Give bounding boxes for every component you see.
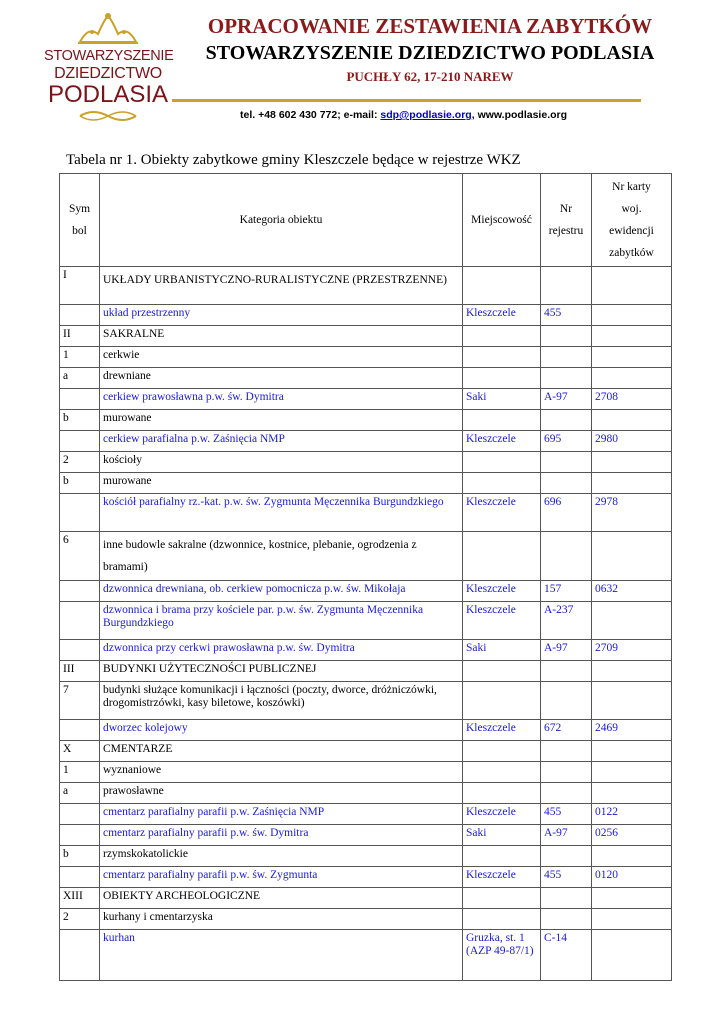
row-register-number: 455 (541, 867, 592, 888)
row-symbol: 1 (60, 347, 100, 368)
row-place: Saki (463, 389, 541, 410)
table-row (60, 389, 672, 410)
row-card-number: 0122 (592, 804, 672, 825)
row-place (463, 347, 541, 368)
row-category: rzymskokatolickie (100, 846, 463, 867)
row-card-number (592, 452, 672, 473)
table-row (60, 888, 672, 909)
row-symbol: b (60, 473, 100, 494)
row-symbol (60, 602, 100, 640)
row-register-number (541, 783, 592, 804)
row-card-number (592, 305, 672, 326)
row-card-number (592, 846, 672, 867)
row-card-number (592, 267, 672, 305)
row-register-number (541, 532, 592, 581)
row-place (463, 783, 541, 804)
header-address: PUCHŁY 62, 17-210 NAREW (346, 69, 514, 84)
row-register-number (541, 888, 592, 909)
logo-line-2: DZIEDZICTWO (54, 65, 162, 82)
row-card-number (592, 909, 672, 930)
table-row (60, 640, 672, 661)
header-organization: STOWARZYSZENIE DZIEDZICTWO PODLASIA (205, 42, 655, 64)
table-row (60, 930, 672, 981)
row-card-number: 2469 (592, 720, 672, 741)
row-category: cmentarz parafialny parafii p.w. św. Dymitra (100, 825, 463, 846)
row-category: CMENTARZE (100, 741, 463, 762)
row-register-number (541, 452, 592, 473)
row-category: kurhan (100, 930, 463, 981)
row-symbol (60, 804, 100, 825)
table-row (60, 581, 672, 602)
row-card-number (592, 410, 672, 431)
row-place: Kleszczele (463, 305, 541, 326)
row-category: BUDYNKI UŻYTECZNOŚCI PUBLICZNEJ (100, 661, 463, 682)
table-row (60, 431, 672, 452)
row-register-number (541, 762, 592, 783)
row-symbol (60, 720, 100, 741)
row-register-number (541, 661, 592, 682)
row-place (463, 473, 541, 494)
row-symbol: a (60, 368, 100, 389)
row-card-number: 2709 (592, 640, 672, 661)
table-row (60, 741, 672, 762)
row-place: Saki (463, 640, 541, 661)
row-category: dworzec kolejowy (100, 720, 463, 741)
row-category: dzwonnica i brama przy kościele par. p.w. św. Zygmunta Męczennika Burgundzkiego (100, 602, 463, 640)
contact-website: , www.podlasie.org (471, 109, 568, 121)
row-card-number: 0632 (592, 581, 672, 602)
logo (44, 12, 172, 124)
row-symbol: I (60, 267, 100, 305)
row-category: UKŁADY URBANISTYCZNO-RURALISTYCZNE (PRZESTRZENNE) (100, 267, 463, 305)
row-card-number: 0120 (592, 867, 672, 888)
row-card-number (592, 682, 672, 720)
row-register-number (541, 368, 592, 389)
contact-line (240, 109, 640, 121)
row-register-number: 696 (541, 494, 592, 532)
row-place (463, 410, 541, 431)
row-symbol (60, 494, 100, 532)
table-row (60, 783, 672, 804)
row-symbol: b (60, 846, 100, 867)
row-card-number: 0256 (592, 825, 672, 846)
row-register-number (541, 682, 592, 720)
row-symbol (60, 867, 100, 888)
row-card-number (592, 368, 672, 389)
row-symbol (60, 640, 100, 661)
row-card-number (592, 532, 672, 581)
header-divider (172, 99, 641, 102)
row-register-number: 695 (541, 431, 592, 452)
row-category: SAKRALNE (100, 326, 463, 347)
row-category: budynki służące komunikacji i łączności (poczty, dworce, dróżniczówki, drogomistrzówki, kasy biletowe, koszówki) (100, 682, 463, 720)
row-card-number: 2980 (592, 431, 672, 452)
row-card-number (592, 661, 672, 682)
row-register-number (541, 846, 592, 867)
table-row (60, 804, 672, 825)
table-row (60, 846, 672, 867)
table-row (60, 661, 672, 682)
header-symbol: Sym bol (60, 174, 100, 267)
row-category: prawosławne (100, 783, 463, 804)
table-header-row (60, 174, 672, 267)
row-symbol: 7 (60, 682, 100, 720)
table-row (60, 410, 672, 431)
row-category: kościoły (100, 452, 463, 473)
row-symbol (60, 305, 100, 326)
row-place (463, 762, 541, 783)
row-card-number (592, 326, 672, 347)
row-place (463, 532, 541, 581)
row-place: Kleszczele (463, 581, 541, 602)
table-row (60, 682, 672, 720)
row-symbol (60, 581, 100, 602)
flourish-ornament-icon (78, 108, 138, 124)
logo-line-3: PODLASIA (47, 81, 169, 108)
row-symbol: XIII (60, 888, 100, 909)
table-row (60, 368, 672, 389)
row-place: Gruzka, st. 1 (AZP 49-87/1) (463, 930, 541, 981)
row-register-number: A-237 (541, 602, 592, 640)
email-link[interactable]: sdp@podlasie.org (380, 109, 472, 121)
row-card-number (592, 783, 672, 804)
row-place (463, 326, 541, 347)
row-category: OBIEKTY ARCHEOLOGICZNE (100, 888, 463, 909)
row-place: Kleszczele (463, 804, 541, 825)
row-card-number (592, 473, 672, 494)
logo-line-1: STOWARZYSZENIE (44, 48, 174, 64)
row-category: układ przestrzenny (100, 305, 463, 326)
table-row (60, 762, 672, 783)
row-card-number (592, 347, 672, 368)
table-row (60, 452, 672, 473)
row-register-number (541, 741, 592, 762)
row-symbol: II (60, 326, 100, 347)
row-card-number (592, 762, 672, 783)
row-category: cmentarz parafialny parafii p.w. św. Zygmunta (100, 867, 463, 888)
row-category: cmentarz parafialny parafii p.w. Zaśnięcia NMP (100, 804, 463, 825)
row-category: wyznaniowe (100, 762, 463, 783)
row-category: drewniane (100, 368, 463, 389)
row-category: dzwonnica drewniana, ob. cerkiew pomocnicza p.w. św. Mikołaja (100, 581, 463, 602)
row-place: Kleszczele (463, 720, 541, 741)
header-register-number: Nr rejestru (541, 174, 592, 267)
row-place: Saki (463, 825, 541, 846)
row-card-number (592, 888, 672, 909)
row-place (463, 909, 541, 930)
table-row (60, 326, 672, 347)
row-place (463, 452, 541, 473)
row-category: kościół parafialny rz.-kat. p.w. św. Zygmunta Męczennika Burgundzkiego (100, 494, 463, 532)
header-card-number: Nr karty woj. ewidencji zabytków (592, 174, 672, 267)
row-register-number: C-14 (541, 930, 592, 981)
row-symbol (60, 431, 100, 452)
row-place (463, 888, 541, 909)
table-row (60, 267, 672, 305)
row-category: murowane (100, 473, 463, 494)
table-row (60, 825, 672, 846)
row-symbol: 2 (60, 452, 100, 473)
row-register-number (541, 267, 592, 305)
row-register-number: 157 (541, 581, 592, 602)
row-register-number (541, 347, 592, 368)
row-place (463, 368, 541, 389)
table-caption: Tabela nr 1. Obiekty zabytkowe gminy Kleszczele będące w rejestrze WKZ (66, 152, 521, 168)
row-register-number: 455 (541, 305, 592, 326)
row-card-number: 2708 (592, 389, 672, 410)
table-row (60, 532, 672, 581)
row-category: cerkiew parafialna p.w. Zaśnięcia NMP (100, 431, 463, 452)
row-place: Kleszczele (463, 494, 541, 532)
table-row (60, 602, 672, 640)
row-category: dzwonnica przy cerkwi prawosławna p.w. św. Dymitra (100, 640, 463, 661)
row-category: murowane (100, 410, 463, 431)
table-row (60, 473, 672, 494)
row-register-number: 672 (541, 720, 592, 741)
row-symbol: b (60, 410, 100, 431)
table-row (60, 720, 672, 741)
row-symbol: III (60, 661, 100, 682)
contact-phone: tel. +48 602 430 772; e-mail: (240, 109, 381, 121)
row-place: Kleszczele (463, 431, 541, 452)
row-place (463, 682, 541, 720)
row-place (463, 267, 541, 305)
row-register-number (541, 410, 592, 431)
row-card-number: 2978 (592, 494, 672, 532)
row-symbol: 6 (60, 532, 100, 581)
row-register-number: A-97 (541, 640, 592, 661)
row-place: Kleszczele (463, 602, 541, 640)
row-symbol: X (60, 741, 100, 762)
row-symbol (60, 389, 100, 410)
row-register-number (541, 473, 592, 494)
table-row (60, 909, 672, 930)
row-category: cerkiew prawosławna p.w. św. Dymitra (100, 389, 463, 410)
table-row (60, 347, 672, 368)
row-register-number: 455 (541, 804, 592, 825)
row-symbol: a (60, 783, 100, 804)
row-card-number (592, 741, 672, 762)
header-category: Kategoria obiektu (100, 174, 463, 267)
row-symbol: 2 (60, 909, 100, 930)
row-category: kurhany i cmentarzyska (100, 909, 463, 930)
table-row (60, 867, 672, 888)
row-card-number (592, 930, 672, 981)
header-title: OPRACOWANIE ZESTAWIENIA ZABYTKÓW (207, 14, 653, 38)
row-register-number: A-97 (541, 825, 592, 846)
row-category: inne budowle sakralne (dzwonnice, kostnice, plebanie, ogrodzenia z bramami) (100, 532, 463, 581)
row-symbol (60, 930, 100, 981)
row-place (463, 741, 541, 762)
row-symbol (60, 825, 100, 846)
row-register-number: A-97 (541, 389, 592, 410)
crown-ornament-icon (74, 12, 142, 46)
table-row (60, 494, 672, 532)
row-category: cerkwie (100, 347, 463, 368)
table-row (60, 305, 672, 326)
row-place (463, 846, 541, 867)
row-register-number (541, 326, 592, 347)
row-place: Kleszczele (463, 867, 541, 888)
row-register-number (541, 909, 592, 930)
header-place: Miejscowość (463, 174, 541, 267)
row-symbol: 1 (60, 762, 100, 783)
row-place (463, 661, 541, 682)
monuments-table (59, 173, 672, 981)
row-card-number (592, 602, 672, 640)
